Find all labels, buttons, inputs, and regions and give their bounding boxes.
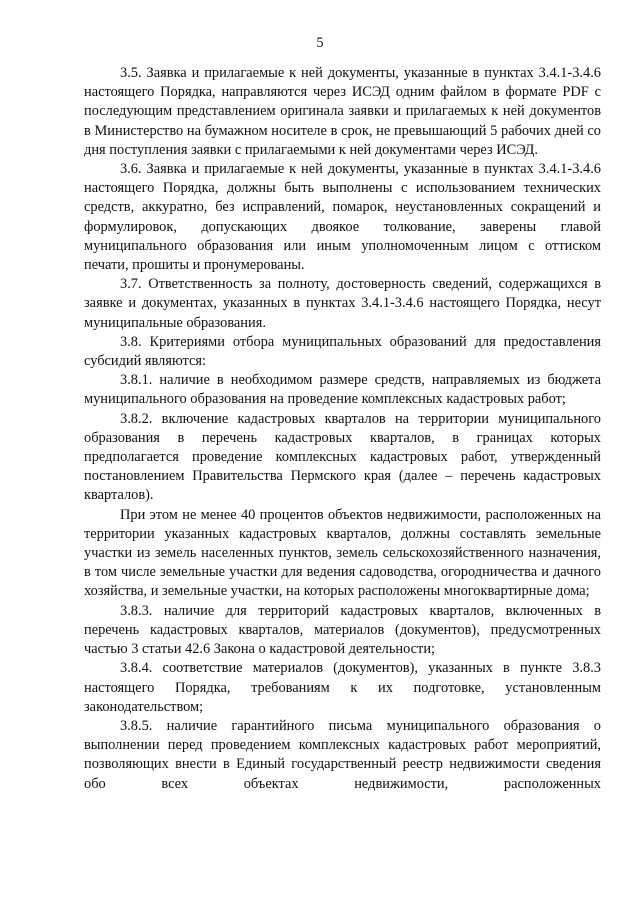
paragraph-3-5: 3.5. Заявка и прилагаемые к ней документы, указанные в пунктах 3.4.1-3.4.6 настоящего Порядка, направляются через ИСЭД одним файлом в формате PDF с последующим представлением оригинала заявки и прилагаемых к ней документов в Министерство на бумажном носителе в срок, не превышающий 5 рабочих дней со дня поступления заявки с прилагаемыми к ней документами через ИСЭД.	[84, 65, 601, 158]
document-body	[84, 64, 601, 794]
paragraph-3-8-4: 3.8.4. соответствие материалов (документов), указанных в пункте 3.8.3 настоящего Порядка, требованиям к их подготовке, установленным законодательством;	[84, 660, 601, 715]
paragraph-3-8: 3.8. Критериями отбора муниципальных образований для предоставления субсидий являются:	[84, 333, 601, 370]
paragraph-3-6: 3.6. Заявка и прилагаемые к ней документы, указанные в пунктах 3.4.1-3.4.6 настоящего Порядка, должны быть выполнены с использованием технических средств, аккуратно, без исправлений, помарок, неустановленных сокращений и формулировок, допускающих двоякое толкование, заверены главой муниципального образования или иным уполномоченным лицом с оттиском печати, прошиты и пронумерованы.	[84, 161, 601, 274]
paragraph-3-8-2: 3.8.2. включение кадастровых кварталов на территории муниципального образования в перечень кадастровых кварталов, в границах которых предполагается проведение комплексных кадастровых работ, утвержденный постановлением Правительства Пермского края (далее – перечень кадастровых кварталов).	[84, 410, 601, 504]
page-number: 5	[316, 35, 324, 51]
paragraph-3-7: 3.7. Ответственность за полноту, достоверность сведений, содержащихся в заявке и документах, указанных в пунктах 3.4.1-3.4.6 настоящего Порядка, несут муниципальные образования.	[84, 276, 601, 331]
paragraph-3-8-1: 3.8.1. наличие в необходимом размере средств, направляемых из бюджета муниципального образования на проведение комплексных кадастровых работ;	[84, 372, 601, 408]
paragraph-land-share: При этом не менее 40 процентов объектов недвижимости, расположенных на территории указанных кадастровых кварталов, должны составлять земельные участки из земель населенных пунктов, земель сельскохозяйственного назначения, в том числе земельные участки для ведения садоводства, огородничества и дачного хозяйства, и земельные участки, на которых расположены многоквартирные дома;	[84, 506, 601, 600]
paragraph-3-8-3: 3.8.3. наличие для территорий кадастровых кварталов, включенных в перечень кадастровых кварталов, материалов (документов), предусмотренных частью 3 статьи 42.6 Закона о кадастровой деятельности;	[84, 602, 601, 658]
paragraph-3-8-5: 3.8.5. наличие гарантийного письма муниципального образования о выполнении перед проведением комплексных кадастровых работ мероприятий, позволяющих внести в Единый государственный реестр недвижимости сведения обо всех объектах недвижимости, расположенных	[84, 717, 601, 792]
